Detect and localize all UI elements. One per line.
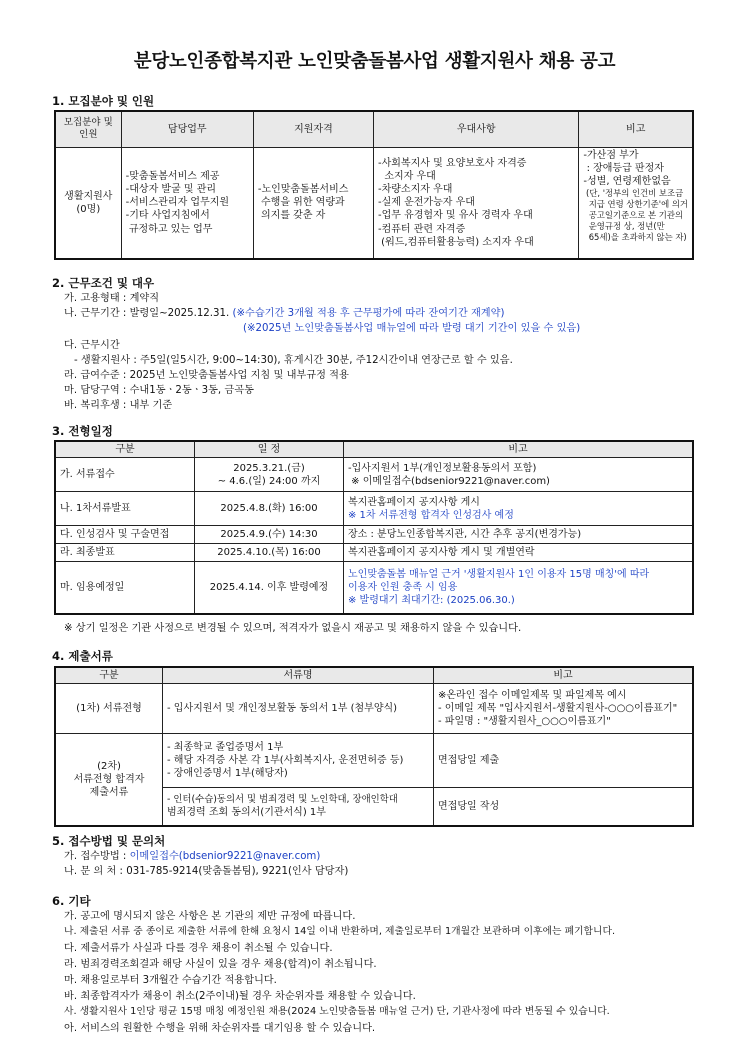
field-cell — [55, 147, 121, 259]
section-2-heading: 2. 근무조건 및 대우 — [52, 276, 155, 290]
date-cell: 2025.4.14. 이후 발령예정 — [195, 562, 344, 614]
table-row — [55, 492, 693, 526]
col-note: 비고 — [579, 111, 693, 147]
application-email-link[interactable]: 이메일접수(bdsenior9221@naver.com) — [129, 851, 321, 862]
qual-line: 의지를 갖춘 자 — [257, 210, 326, 222]
col-step: 구분 — [55, 441, 195, 458]
date-line: 2025.3.21.(금) — [233, 462, 305, 474]
misc-item: 가. 공고에 명시되지 않은 사항은 본 기관의 제반 규정에 따릅니다. — [64, 911, 356, 922]
category-line: (2차) — [97, 760, 121, 772]
col-preference: 우대사항 — [374, 111, 579, 147]
category-line: 제출서류 — [89, 787, 129, 799]
work-period-text: 나. 근무기간 : 발령일~2025.12.31. — [64, 308, 230, 319]
application-method-label: 가. 접수방법 : — [64, 851, 130, 862]
col-documents: 서류명 — [163, 667, 434, 684]
note-line: 운영규정 상, 정년(만 — [583, 221, 665, 232]
recruitment-table — [54, 110, 694, 260]
date-cell: 2025.4.8.(화) 16:00 — [195, 492, 344, 526]
col-date: 일 정 — [195, 441, 344, 458]
pref-line: -컴퓨터 관련 자격증 — [378, 223, 466, 235]
duty-line: -대상자 발굴 및 관리 — [125, 183, 217, 195]
misc-item: 나. 제출된 서류 중 종이로 제출한 서류에 한해 요청시 14일 이내 반환하며, 제출일로부터 1개월간 보관하며 이후에는 폐기합니다. — [64, 926, 616, 937]
note-cell — [579, 147, 693, 259]
section-5-heading: 5. 접수방법 및 문의처 — [52, 834, 166, 848]
step-cell: 가. 서류접수 — [55, 458, 195, 492]
documents-table — [54, 666, 694, 827]
pref-line: (워드,컴퓨터활용능력) 소지자 우대 — [378, 236, 534, 248]
benefits: 바. 복리후생 : 내부 기준 — [64, 400, 173, 411]
misc-item: 아. 서비스의 원활한 수행을 위해 차순위자를 대기임용 할 수 있습니다. — [64, 1023, 376, 1034]
remark-line: 노인맞춤돌봄 매뉴얼 근거 '생활지원사 1인 이용자 15명 매칭'에 따라 — [348, 568, 650, 580]
field-name: 생활지원사 — [64, 190, 113, 202]
table-row — [55, 684, 693, 734]
col-remark: 비고 — [344, 441, 694, 458]
category-line: 서류전형 합격자 — [73, 773, 145, 785]
section-3-heading: 3. 전형일정 — [52, 424, 113, 438]
misc-item: 바. 최종합격자가 채용이 취소(2주이내)될 경우 차순위자를 채용할 수 있습니다. — [64, 991, 416, 1002]
employment-type: 가. 고용형태 : 계약직 — [64, 293, 160, 304]
step-cell: 다. 인성검사 및 구술면접 — [55, 526, 195, 544]
category-cell: (1차) 서류전형 — [55, 684, 163, 734]
document-line: - 장애인증명서 1부(해당자) — [167, 768, 288, 780]
remark-cell: 면접당일 작성 — [434, 788, 694, 826]
work-period-note: (※수습기간 3개월 적용 후 근무평가에 따라 잔여기간 재계약) — [232, 308, 505, 319]
remark-line: - 이메일 제목 "입사지원서-생활지원사-○○○이름표기" — [438, 703, 678, 715]
note-line: : 장애등급 판정자 — [583, 162, 664, 174]
work-period — [64, 307, 504, 320]
misc-item: 마. 채용일로부터 3개월간 수습기간 적용합니다. — [64, 975, 277, 986]
remark-line: ※ 1차 서류전형 합격자 인성검사 예정 — [348, 509, 514, 521]
misc-item: 다. 제출서류가 사실과 다를 경우 채용이 취소될 수 있습니다. — [64, 943, 333, 954]
remark-line: -입사지원서 1부(개인정보활용동의서 포함) — [348, 462, 537, 474]
category-cell — [55, 734, 163, 826]
note-line: 지급 연령 상한기준'에 의거 — [583, 199, 688, 210]
documents-cell — [163, 788, 434, 826]
document-line: - 해당 자격증 사본 각 1부(사회복지사, 운전면허증 등) — [167, 755, 404, 767]
duty-line: 규정하고 있는 업무 — [125, 223, 213, 235]
date-line: ~ 4.6.(일) 24:00 까지 — [217, 475, 321, 487]
page-title: 분당노인종합복지관 노인맞춤돌봄사업 생활지원사 채용 공고 — [133, 51, 616, 72]
qual-line: -노인맞춤돌봄서비스 — [257, 183, 349, 195]
application-method — [64, 850, 320, 863]
table-row — [55, 734, 693, 788]
misc-item: 라. 범죄경력조회결과 해당 사실이 있을 경우 채용(합격)이 취소됩니다. — [64, 959, 377, 970]
table-row — [55, 458, 693, 492]
preference-cell — [374, 147, 579, 259]
col-field: 모집분야 및 인원 — [55, 111, 121, 147]
duty-line: -맞춤돌봄서비스 제공 — [125, 170, 220, 182]
work-hours: 다. 근무시간 — [64, 340, 120, 351]
date-cell — [195, 458, 344, 492]
step-cell: 나. 1차서류발표 — [55, 492, 195, 526]
pref-line: -실제 운전가능자 우대 — [378, 197, 475, 209]
duties-cell — [121, 147, 253, 259]
work-period-note-2: (※2025년 노인맞춤돌봄사업 매뉴얼에 따라 발령 대기 기간이 있을 수 있음) — [243, 323, 581, 334]
pref-line: -사회복지사 및 요양보호사 자격증 — [378, 157, 527, 169]
note-line: 공고일기준으로 본 기관의 — [583, 210, 684, 221]
note-line: (단, '정부의 인건비 보조금 — [583, 188, 684, 199]
col-remark: 비고 — [434, 667, 694, 684]
salary: 라. 급여수준 : 2025년 노인맞춤돌봄사업 지침 및 내부규정 적용 — [64, 370, 349, 381]
remark-line: 이용자 인원 충족 시 임용 — [348, 581, 458, 593]
note-line: -성별, 연령제한없음 — [583, 175, 671, 187]
schedule-footnote: ※ 상기 일정은 기관 사정으로 변경될 수 있으며, 적격자가 없을시 재공고 및 채용하지 않을 수 있습니다. — [64, 623, 522, 634]
note-line: -가산점 부가 — [583, 149, 639, 161]
step-cell: 마. 임용예정일 — [55, 562, 195, 614]
contact-info: 나. 문 의 처 : 031-785-9214(맞춤돌봄팀), 9221(인사 담당자) — [64, 866, 349, 877]
work-hours-detail: - 생활지원사 : 주5일(일5시간, 9:00~14:30), 휴게시간 30분, 주12시간이내 연장근로 할 수 있음. — [74, 355, 513, 366]
document-line: 범죄경력 조회 동의서(기관서식) 1부 — [167, 807, 326, 819]
col-qualification: 지원자격 — [253, 111, 373, 147]
pref-line: 소지자 우대 — [378, 170, 436, 182]
section-1-heading: 1. 모집분야 및 인원 — [52, 94, 155, 108]
schedule-table — [54, 440, 694, 615]
remark-line: 복지관홈페이지 공지사항 게시 — [348, 496, 480, 508]
remark-cell: 장소 : 분당노인종합복지관, 시간 추후 공지(변경가능) — [344, 526, 694, 544]
note-line: 65세)을 초과하지 않는 자) — [583, 232, 687, 243]
table-row — [55, 544, 693, 562]
qualification-cell — [253, 147, 373, 259]
duty-line: -기타 사업지침에서 — [125, 210, 210, 222]
field-count: (0명) — [76, 203, 101, 215]
remark-cell — [344, 458, 694, 492]
col-category: 구분 — [55, 667, 163, 684]
remark-cell — [434, 684, 694, 734]
document-line: - 인터(수습)동의서 및 범죄경력 및 노인학대, 장애인학대 — [167, 793, 398, 805]
remark-line: - 파일명 : "생활지원사_○○○이름표기" — [438, 716, 611, 728]
work-area: 마. 담당구역 : 수내1동ㆍ2동ㆍ3동, 금곡동 — [64, 385, 254, 396]
remark-line: ※ 이메일접수(bdsenior9221@naver.com) — [348, 475, 550, 487]
section-6-heading: 6. 기타 — [52, 894, 91, 908]
remark-cell: 복지관홈페이지 공지사항 게시 및 개별연락 — [344, 544, 694, 562]
date-cell: 2025.4.10.(목) 16:00 — [195, 544, 344, 562]
documents-cell — [163, 734, 434, 788]
pref-line: -차량소지자 우대 — [378, 183, 453, 195]
remark-cell: 면접당일 제출 — [434, 734, 694, 788]
duty-line: -서비스관리자 업무지원 — [125, 197, 230, 209]
table-row — [55, 526, 693, 544]
remark-cell — [344, 562, 694, 614]
misc-item: 사. 생활지원사 1인당 평균 15명 매칭 예정인원 채용(2024 노인맞춤돌봄 매뉴얼 근거) 단, 기관사정에 따라 변동될 수 있습니다. — [64, 1006, 610, 1017]
col-duties: 담당업무 — [121, 111, 253, 147]
remark-line: ※ 발령대기 최대기간: (2025.06.30.) — [348, 595, 515, 607]
document-line: - 최종학교 졸업증명서 1부 — [167, 741, 284, 753]
pref-line: -업무 유경험자 및 유사 경력자 우대 — [378, 210, 533, 222]
table-row — [55, 562, 693, 614]
section-4-heading: 4. 제출서류 — [52, 649, 113, 663]
step-cell: 라. 최종발표 — [55, 544, 195, 562]
date-cell: 2025.4.9.(수) 14:30 — [195, 526, 344, 544]
remark-cell — [344, 492, 694, 526]
documents-cell: - 입사지원서 및 개인정보활동 동의서 1부 (첨부양식) — [163, 684, 434, 734]
qual-line: 수행을 위한 역량과 — [257, 197, 345, 209]
remark-line: ※온라인 접수 이메일제목 및 파일제목 예시 — [438, 689, 627, 701]
